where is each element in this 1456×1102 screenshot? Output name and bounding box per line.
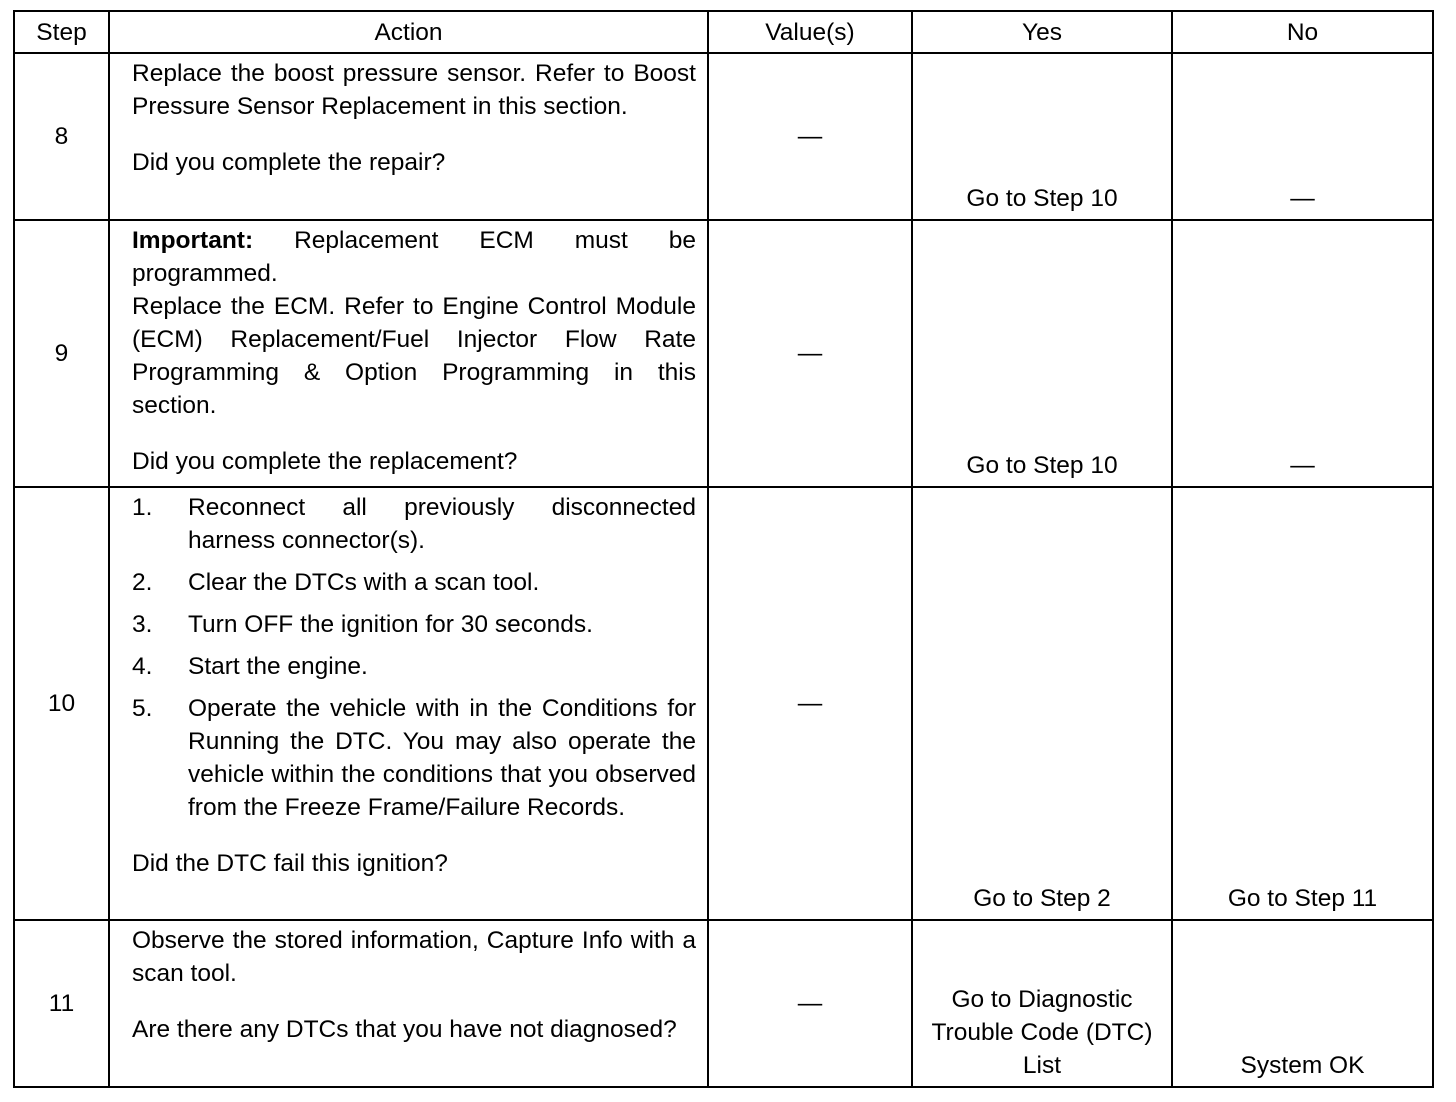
table-row (14, 920, 1433, 1087)
value-cell: — (708, 53, 912, 220)
table-row (14, 220, 1433, 487)
action-question: Are there any DTCs that you have not diagnosed? (132, 1016, 677, 1043)
procedure-list (132, 491, 696, 824)
yes-cell: Go to Step 10 (912, 220, 1172, 487)
step-number: 11 (14, 920, 109, 1087)
header-no: No (1172, 11, 1433, 53)
list-item (132, 491, 696, 557)
value-cell: — (708, 920, 912, 1087)
action-cell (109, 53, 708, 220)
no-cell: — (1172, 53, 1433, 220)
list-item (132, 566, 696, 599)
list-item-number: 4. (132, 653, 153, 680)
action-text: Observe the stored information, Capture Info with a scan tool. (132, 927, 696, 987)
no-cell: — (1172, 220, 1433, 487)
action-cell (109, 487, 708, 920)
header-yes: Yes (912, 11, 1172, 53)
action-text: Replace the boost pressure sensor. Refer to Boost Pressure Sensor Replacement in this section. (132, 60, 696, 120)
header-action: Action (109, 11, 708, 53)
list-item-number: 1. (132, 494, 153, 521)
list-item-number: 3. (132, 611, 153, 638)
list-item-text: Clear the DTCs with a scan tool. (188, 569, 540, 596)
action-question: Did you complete the replacement? (132, 448, 518, 475)
diagnostic-table (13, 10, 1434, 1088)
action-question: Did you complete the repair? (132, 149, 446, 176)
no-cell: Go to Step 11 (1172, 487, 1433, 920)
action-text: Replace the ECM. Refer to Engine Control Module (ECM) Replacement/Fuel Injector Flow Rate Programming & Option Programming in this section. (132, 293, 696, 419)
important-label: Important: (132, 227, 254, 254)
list-item-number: 2. (132, 569, 153, 596)
no-cell: System OK (1172, 920, 1433, 1087)
important-text: Replacement ECM must be programmed. (132, 227, 696, 287)
action-cell (109, 220, 708, 487)
yes-cell: Go to Step 10 (912, 53, 1172, 220)
value-cell: — (708, 487, 912, 920)
action-question: Did the DTC fail this ignition? (132, 850, 448, 877)
yes-cell: Go to Diagnostic Trouble Code (DTC) List (912, 920, 1172, 1087)
table-row (14, 487, 1433, 920)
list-item-text: Reconnect all previously disconnected harness connector(s). (188, 494, 696, 554)
important-note (132, 224, 696, 290)
header-values: Value(s) (708, 11, 912, 53)
list-item-text: Operate the vehicle with in the Conditions for Running the DTC. You may also operate the vehicle within the conditions that you observed from the Freeze Frame/Failure Records. (188, 695, 696, 821)
header-row (14, 11, 1433, 53)
list-item-text: Start the engine. (188, 653, 368, 680)
step-number: 8 (14, 53, 109, 220)
list-item-number: 5. (132, 695, 153, 722)
step-number: 10 (14, 487, 109, 920)
step-number: 9 (14, 220, 109, 487)
action-cell (109, 920, 708, 1087)
list-item-text: Turn OFF the ignition for 30 seconds. (188, 611, 593, 638)
value-cell: — (708, 220, 912, 487)
header-step: Step (14, 11, 109, 53)
list-item (132, 650, 696, 683)
list-item (132, 692, 696, 824)
list-item (132, 608, 696, 641)
table-row (14, 53, 1433, 220)
yes-cell: Go to Step 2 (912, 487, 1172, 920)
